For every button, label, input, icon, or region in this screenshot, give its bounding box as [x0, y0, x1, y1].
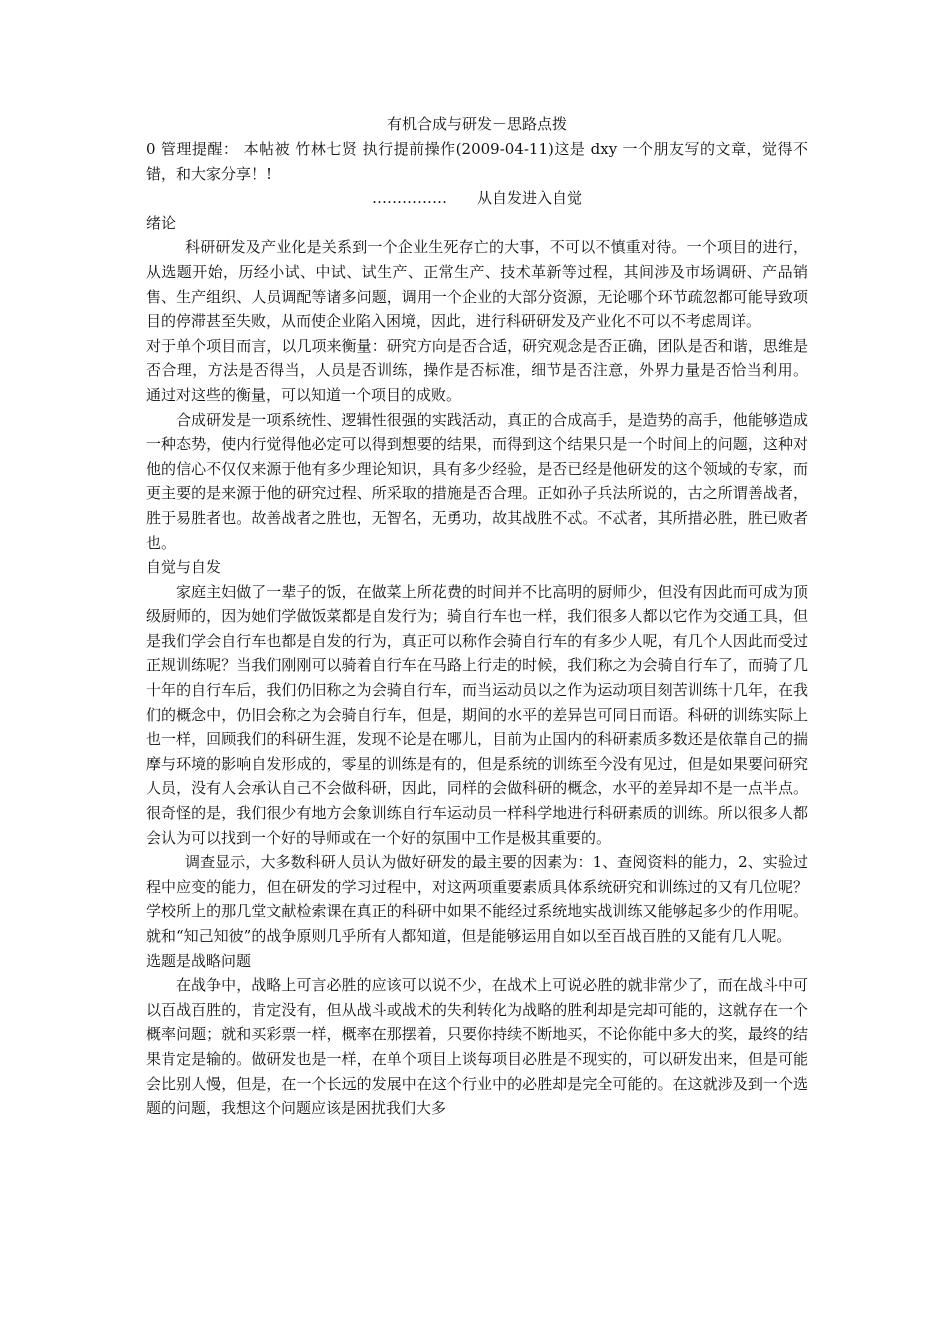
- paragraph: 在战争中，战略上可言必胜的应该可以说不少，在战术上可说必胜的就非常少了，而在战斗中可以百战百胜的，肯定没有，但从战斗或战术的失利转化为战略的胜利却是完却可能的，这就存在一个概率问题；就和买彩票一样，概率在那摆着，只要你持续不断地买，不论你能中多大的奖，最终的结果肯定是输的。做研发也是一样，在单个项目上谈每项目必胜是不现实的，可以研发出来，但是可能会比别人慢，但是，在一个长远的发展中在这个行业中的必胜却是完全可能的。在这就涉及到一个选题的问题，我想这个问题应该是困扰我们大多: [146, 976, 808, 1118]
- section-heading-consciousness: 自觉与自发: [146, 558, 222, 577]
- section-heading-introduction: 绪论: [146, 213, 177, 232]
- paragraph: 对于单个项目而言，以几项来衡量：研究方向是否合适，研究观念是否正确，团队是否和谐，思维是否合理，方法是否得当，人员是否训练，操作是否标准，细节是否注意，外界力量是否恰当利用。 通过对这些的衡量，可以知道一个项目的成败。: [146, 336, 808, 404]
- separator-dots: ……………: [371, 189, 447, 208]
- subtitle-line: [146, 186, 808, 211]
- paragraph: 家庭主妇做了一辈子的饭，在做菜上所花费的时间并不比高明的厨师少，但没有因此而可成为顶级厨师的，因为她们学做饭菜都是自发行为；骑自行车也一样，我们很多人都以它作为交通工具，但是我们学会自行车也都是自发的行为，真正可以称作会骑自行车的有多少人呢，有几个人因此而受过正规训练呢？当我们刚刚可以骑着自行车在马路上行走的时候，我们称之为会骑自行车了，而骑了几十年的自行车后，我们仍旧称之为会骑自行车，而当运动员以之作为运动项目刻苦训练十几年，在我们的概念中，仍旧会称之为会骑自行车，但是，期间的水平的差异岂可同日而语。科研的训练实际上也一样，回顾我们的科研生涯，发现不论是在哪儿，目前为止国内的科研素质多数还是依靠自己的揣摩与环境的影响自发形成的，零星的训练是有的，但是系统的训练至今没有见过，但是如果要问研究人员，没有人会承认自己不会做科研，因此，同样的会做科研的概念，水平的差异却不是一点半点。很奇怪的是，我们很少有地方会象训练自行车运动员一样科学地进行科研素质的训练。所以很多人都会认为可以找到一个好的导师或在一个好的氛围中工作是极其重要的。: [146, 582, 808, 847]
- section-heading-topic-selection: 选题是战略问题: [146, 951, 252, 970]
- subtitle: 从自发进入自觉: [476, 189, 582, 208]
- paragraph: 合成研发是一项系统性、逻辑性很强的实践活动，真正的合成高手，是造势的高手，他能够造成一种态势，使内行觉得他必定可以得到想要的结果，而得到这个结果只是一个时间上的问题，这种对他的信心不仅仅来源于他有多少理论知识，具有多少经验，是否已经是他研发的这个领域的专家，而更主要的是来源于他的研究过程、所采取的措施是否合理。正如孙子兵法所说的，古之所谓善战者，胜于易胜者也。故善战者之胜也，无智名，无勇功，故其战胜不忒。不忒者，其所措必胜，胜已败者也。: [146, 410, 808, 552]
- paragraph: 调查显示，大多数科研人员认为做好研发的最主要的因素为：1、查阅资料的能力，2、实验过程中应变的能力，但在研发的学习过程中，对这两项重要素质具体系统研究和训练过的又有几位呢？学校所上的那几堂文献检索课在真正的科研中如果不能经过系统地实战训练又能够起多少的作用呢。就和“知己知彼”的战争原则几乎所有人都知道，但是能够运用自如以至百战百胜的又能有几人呢。: [146, 853, 808, 945]
- document-title: 有机合成与研发－思路点拨: [386, 115, 567, 133]
- document-page: [146, 112, 808, 1121]
- paragraph: 科研研发及产业化是关系到一个企业生死存亡的大事，不可以不慎重对待。一个项目的进行，从选题开始，历经小试、中试、试生产、正常生产、技术革新等过程，其间涉及市场调研、产品销售、生产组织、人员调配等诸多问题，调用一个企业的大部分资源，无论哪个环节疏忽都可能导致项目的停滞甚至失败，从而使企业陷入困境，因此，进行科研研发及产业化不可以不考虑周详。: [146, 238, 808, 331]
- admin-note: 0 管理提醒： 本帖被 竹林七贤 执行提前操作(2009-04-11)这是 dxy 一个朋友写的文章，觉得不错，和大家分享！!: [146, 140, 808, 183]
